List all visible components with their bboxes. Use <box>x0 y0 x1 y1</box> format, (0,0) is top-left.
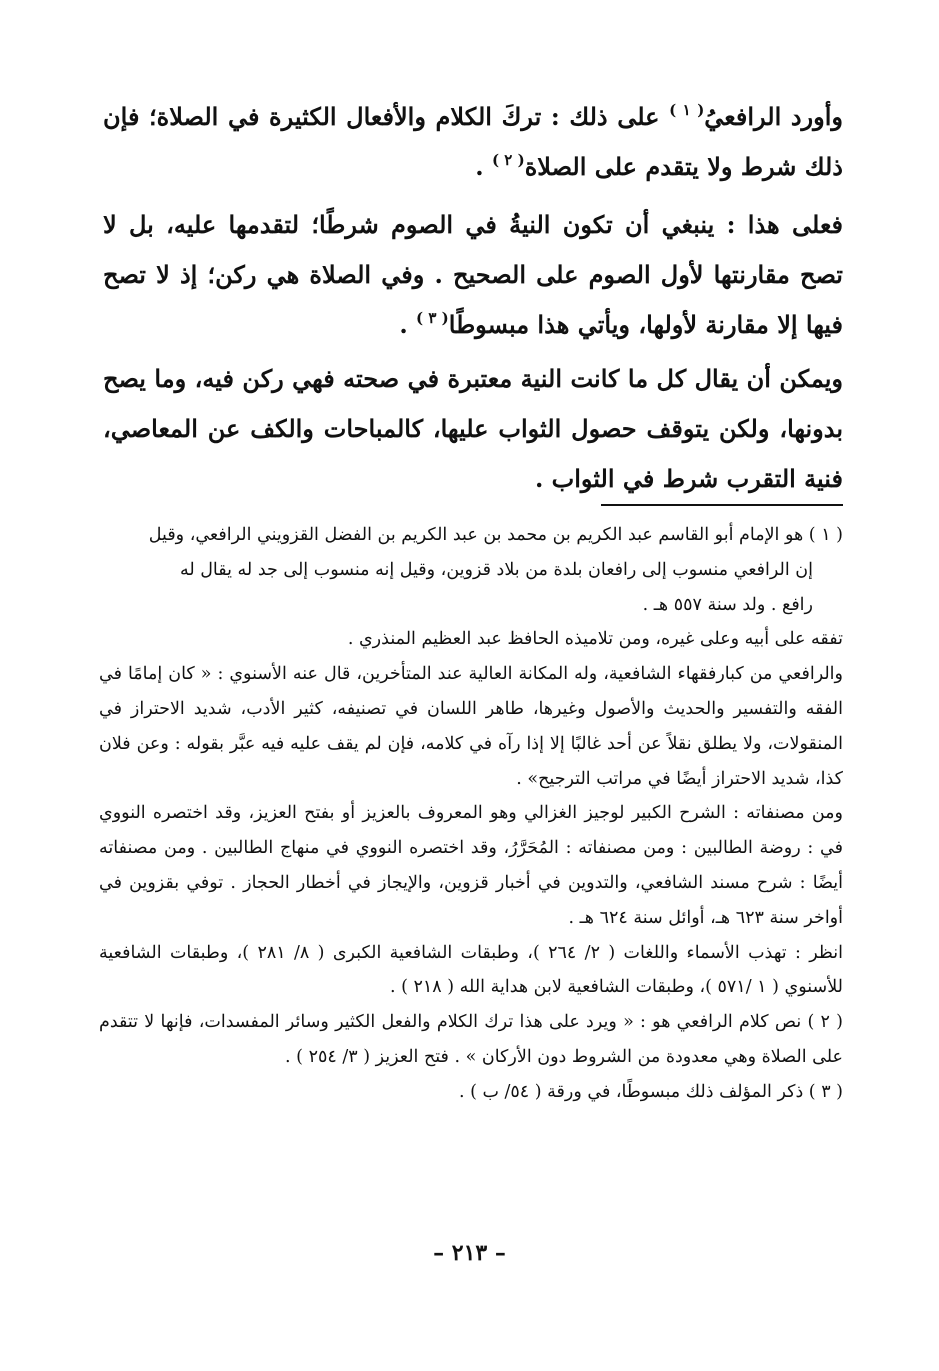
footnotes-section <box>99 518 843 1110</box>
footnote-1-line-4: تفقه على أبيه وعلى غيره، ومن تلاميذه الحافظ عبد العظيم المنذري . <box>347 629 843 650</box>
footnote-1-references: انظر : تهذب الأسماء واللغات ( ٢/ ٢٦٤ )، وطبقات الشافعية الكبرى ( ٨/ ٢٨١ )، وطبقات الشافعية للأسنوي ( ١ /٥٧١ )، وطبقات الشافعية لابن هداية الله ( ٢١٨ ) . <box>99 942 844 998</box>
paragraph-3 <box>103 354 843 504</box>
footnote-1-line-1: ( ١ ) هو الإمام أبو القاسم عبد الكريم بن محمد بن عبد الكريم بن الفضل القزويني الرافعي، وقيل <box>148 525 843 545</box>
footnote-ref-3: ( ٣ ) <box>416 309 449 327</box>
footnote-3: ( ٣ ) ذكر المؤلف ذلك مبسوطًا، في ورقة ( ٥٤/ ب ) . <box>458 1081 843 1102</box>
footnote-1-line-3: رافع . ولد سنة ٥٥٧ هـ . <box>642 594 813 615</box>
paragraph-1-text-end: . <box>475 152 492 181</box>
footnote-ref-1: ( ١ ) <box>669 101 705 119</box>
paragraph-2-text: فعلى هذا : ينبغي أن تكون النيةُ في الصوم شرطًا؛ لتقدمها عليه، بل لا تصح مقارنتها لأول الصوم على الصحيح . وفي الصلاة هي ركن؛ إذ لا تصح فيها إلا مقارنة لأولها، ويأتي هذا مبسوطًا <box>103 210 843 339</box>
footnote-2: ( ٢ ) نص كلام الرافعي هو : « ويرد على هذا ترك الكلام والفعل الكثير وسائر المفسدات، فإنها لا تتقدم على الصلاة وهي معدودة من الشروط دون الأركان » . فتح العزيز ( ٣/ ٢٥٤ ) . <box>99 1012 844 1067</box>
paragraph-2 <box>103 200 843 350</box>
footnote-separator <box>601 504 843 506</box>
paragraph-1-text-mid: على ذلك : تركَ الكلام والأفعال الكثيرة في الصلاة؛ فإن ذلك شرط ولا يتقدم على الصلاة <box>103 102 843 181</box>
footnote-ref-2: ( ٢ ) <box>491 151 525 169</box>
paragraph-2-text-end: . <box>399 310 417 339</box>
paragraph-3-text: ويمكن أن يقال كل ما كانت النية معتبرة في صحته فهي ركن فيه، وما يصح بدونها، ولكن يتوقف حصول الثواب عليها، كالمباحات والكف عن المعاصي، فنية التقرب شرط في الثواب . <box>103 364 843 493</box>
page-number: – ٢١٣ – <box>433 1240 506 1266</box>
footnote-1-paragraph-3: ومن مصنفاته : الشرح الكبير لوجيز الغزالي وهو المعروف بالعزيز أو بفتح العزيز، وقد اختصره النووي في : روضة الطالبين : ومن مصنفاته : المُحَرَّرُ، وقد اختصره النووي في منهاج الطالبين . ومن مصنفاته أيضًا : شرح مسند الشافعي، والتدوين في أخبار قزوين، والإيجاز في أخطار الحجاز . توفي بقزوين في أواخر سنة ٦٢٣ هـ، أوائل سنة ٦٢٤ هـ . <box>99 803 843 928</box>
footnote-1-line-2: إن الرافعي منسوب إلى رافعان بلدة من بلاد قزوين، وقيل إنه منسوب إلى جد له يقال له <box>179 559 813 580</box>
paragraph-1-text-start: وأورد الرافعيُ <box>704 102 843 131</box>
paragraph-1 <box>103 92 843 192</box>
footnote-1-paragraph-2: والرافعي من كبارفقهاء الشافعية، وله المكانة العالية عند المتأخرين، قال عنه الأسنوي : « كان إمامًا في الفقه والتفسير والحديث والأصول وغيرها، طاهر اللسان في تصنيفه، كثير الأدب، شديد الاحتراز في المنقولات، ولا يطلق نقلاً عن أحد غالبًا إلا إذا رآه في كلامه، فإن لم يقف عليه فيه عبَّر بقوله : وعن فلان كذا، شديد الاحتراز أيضًا في مراتب الترجيح» . <box>99 664 843 789</box>
